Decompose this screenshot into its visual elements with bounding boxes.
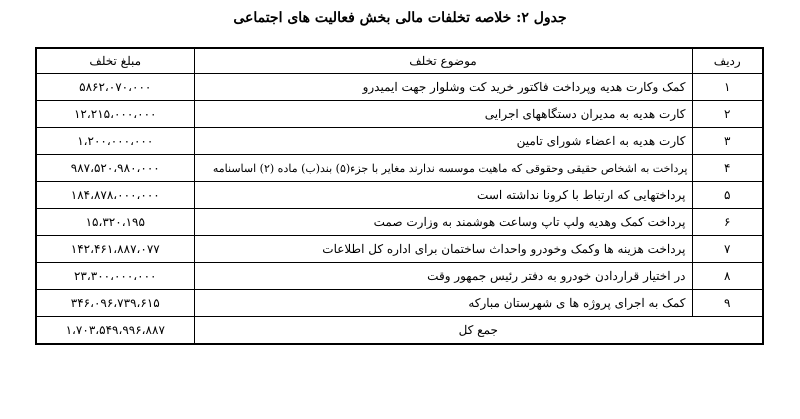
row-number: ۳ <box>692 128 763 155</box>
header-subject: موضوع تخلف <box>194 48 692 74</box>
row-number: ۷ <box>692 236 763 263</box>
violation-amount: ۱۸۴،۸۷۸،۰۰۰،۰۰۰ <box>36 182 194 209</box>
violation-subject: کمک به اجرای پروژه ها ی شهرستان مبارکه <box>194 290 692 317</box>
violation-amount: ۱۲،۲۱۵،۰۰۰،۰۰۰ <box>36 101 194 128</box>
violation-amount: ۱۴۲،۴۶۱،۸۸۷،۰۷۷ <box>36 236 194 263</box>
total-amount: ۱،۷۰۳،۵۴۹،۹۹۶،۸۸۷ <box>36 317 194 345</box>
violation-subject: کارت هدیه به اعضاء شورای تامین <box>194 128 692 155</box>
row-number: ۴ <box>692 155 763 182</box>
row-number: ۹ <box>692 290 763 317</box>
row-number: ۵ <box>692 182 763 209</box>
violation-amount: ۹۸۷،۵۲۰،۹۸۰،۰۰۰ <box>36 155 194 182</box>
violations-table <box>35 47 764 345</box>
header-row <box>36 48 763 74</box>
table-row <box>36 182 763 209</box>
table-row <box>36 290 763 317</box>
table-row <box>36 236 763 263</box>
table-row <box>36 74 763 101</box>
table-row <box>36 263 763 290</box>
violation-subject: کارت هدیه به مدیران دستگاههای اجرایی <box>194 101 692 128</box>
violation-subject: پرداخت به اشخاص حقیقی وحقوقی که ماهیت موسسه ندارند مغایر با جزء(۵) بند(ب) ماده (۲) اساسنامه <box>194 155 692 182</box>
total-label: جمع کل <box>194 317 763 345</box>
violation-amount: ۱،۲۰۰،۰۰۰،۰۰۰ <box>36 128 194 155</box>
violation-amount: ۵۸۶۲،۰۷۰،۰۰۰ <box>36 74 194 101</box>
table-row <box>36 128 763 155</box>
row-number: ۲ <box>692 101 763 128</box>
violation-amount: ۳۴۶،۰۹۶،۷۳۹،۶۱۵ <box>36 290 194 317</box>
header-row-number: ردیف <box>692 48 763 74</box>
table-row <box>36 101 763 128</box>
header-amount: مبلغ تخلف <box>36 48 194 74</box>
table-row <box>36 209 763 236</box>
row-number: ۶ <box>692 209 763 236</box>
violation-subject: پرداخت هزینه ها وکمک وخودرو واحداث ساختمان برای اداره کل اطلاعات <box>194 236 692 263</box>
total-row <box>36 317 763 345</box>
table-title: جدول ۲: خلاصه تخلفات مالی بخش فعالیت های اجتماعی <box>233 10 567 26</box>
violation-amount: ۲۳،۳۰۰،۰۰۰،۰۰۰ <box>36 263 194 290</box>
table-row <box>36 155 763 182</box>
violation-amount: ۱۵،۳۲۰،۱۹۵ <box>36 209 194 236</box>
violation-subject: پرداختهایی که ارتباط با کرونا نداشته است <box>194 182 692 209</box>
violation-subject: پرداخت کمک وهدیه ولپ تاپ وساعت هوشمند به وزارت صمت <box>194 209 692 236</box>
violation-subject: کمک وکارت هدیه وپرداخت فاکتور خرید کت وشلوار جهت ایمیدرو <box>194 74 692 101</box>
violation-subject: در اختیار قراردادن خودرو به دفتر رئیس جمهور وقت <box>194 263 692 290</box>
row-number: ۸ <box>692 263 763 290</box>
row-number: ۱ <box>692 74 763 101</box>
